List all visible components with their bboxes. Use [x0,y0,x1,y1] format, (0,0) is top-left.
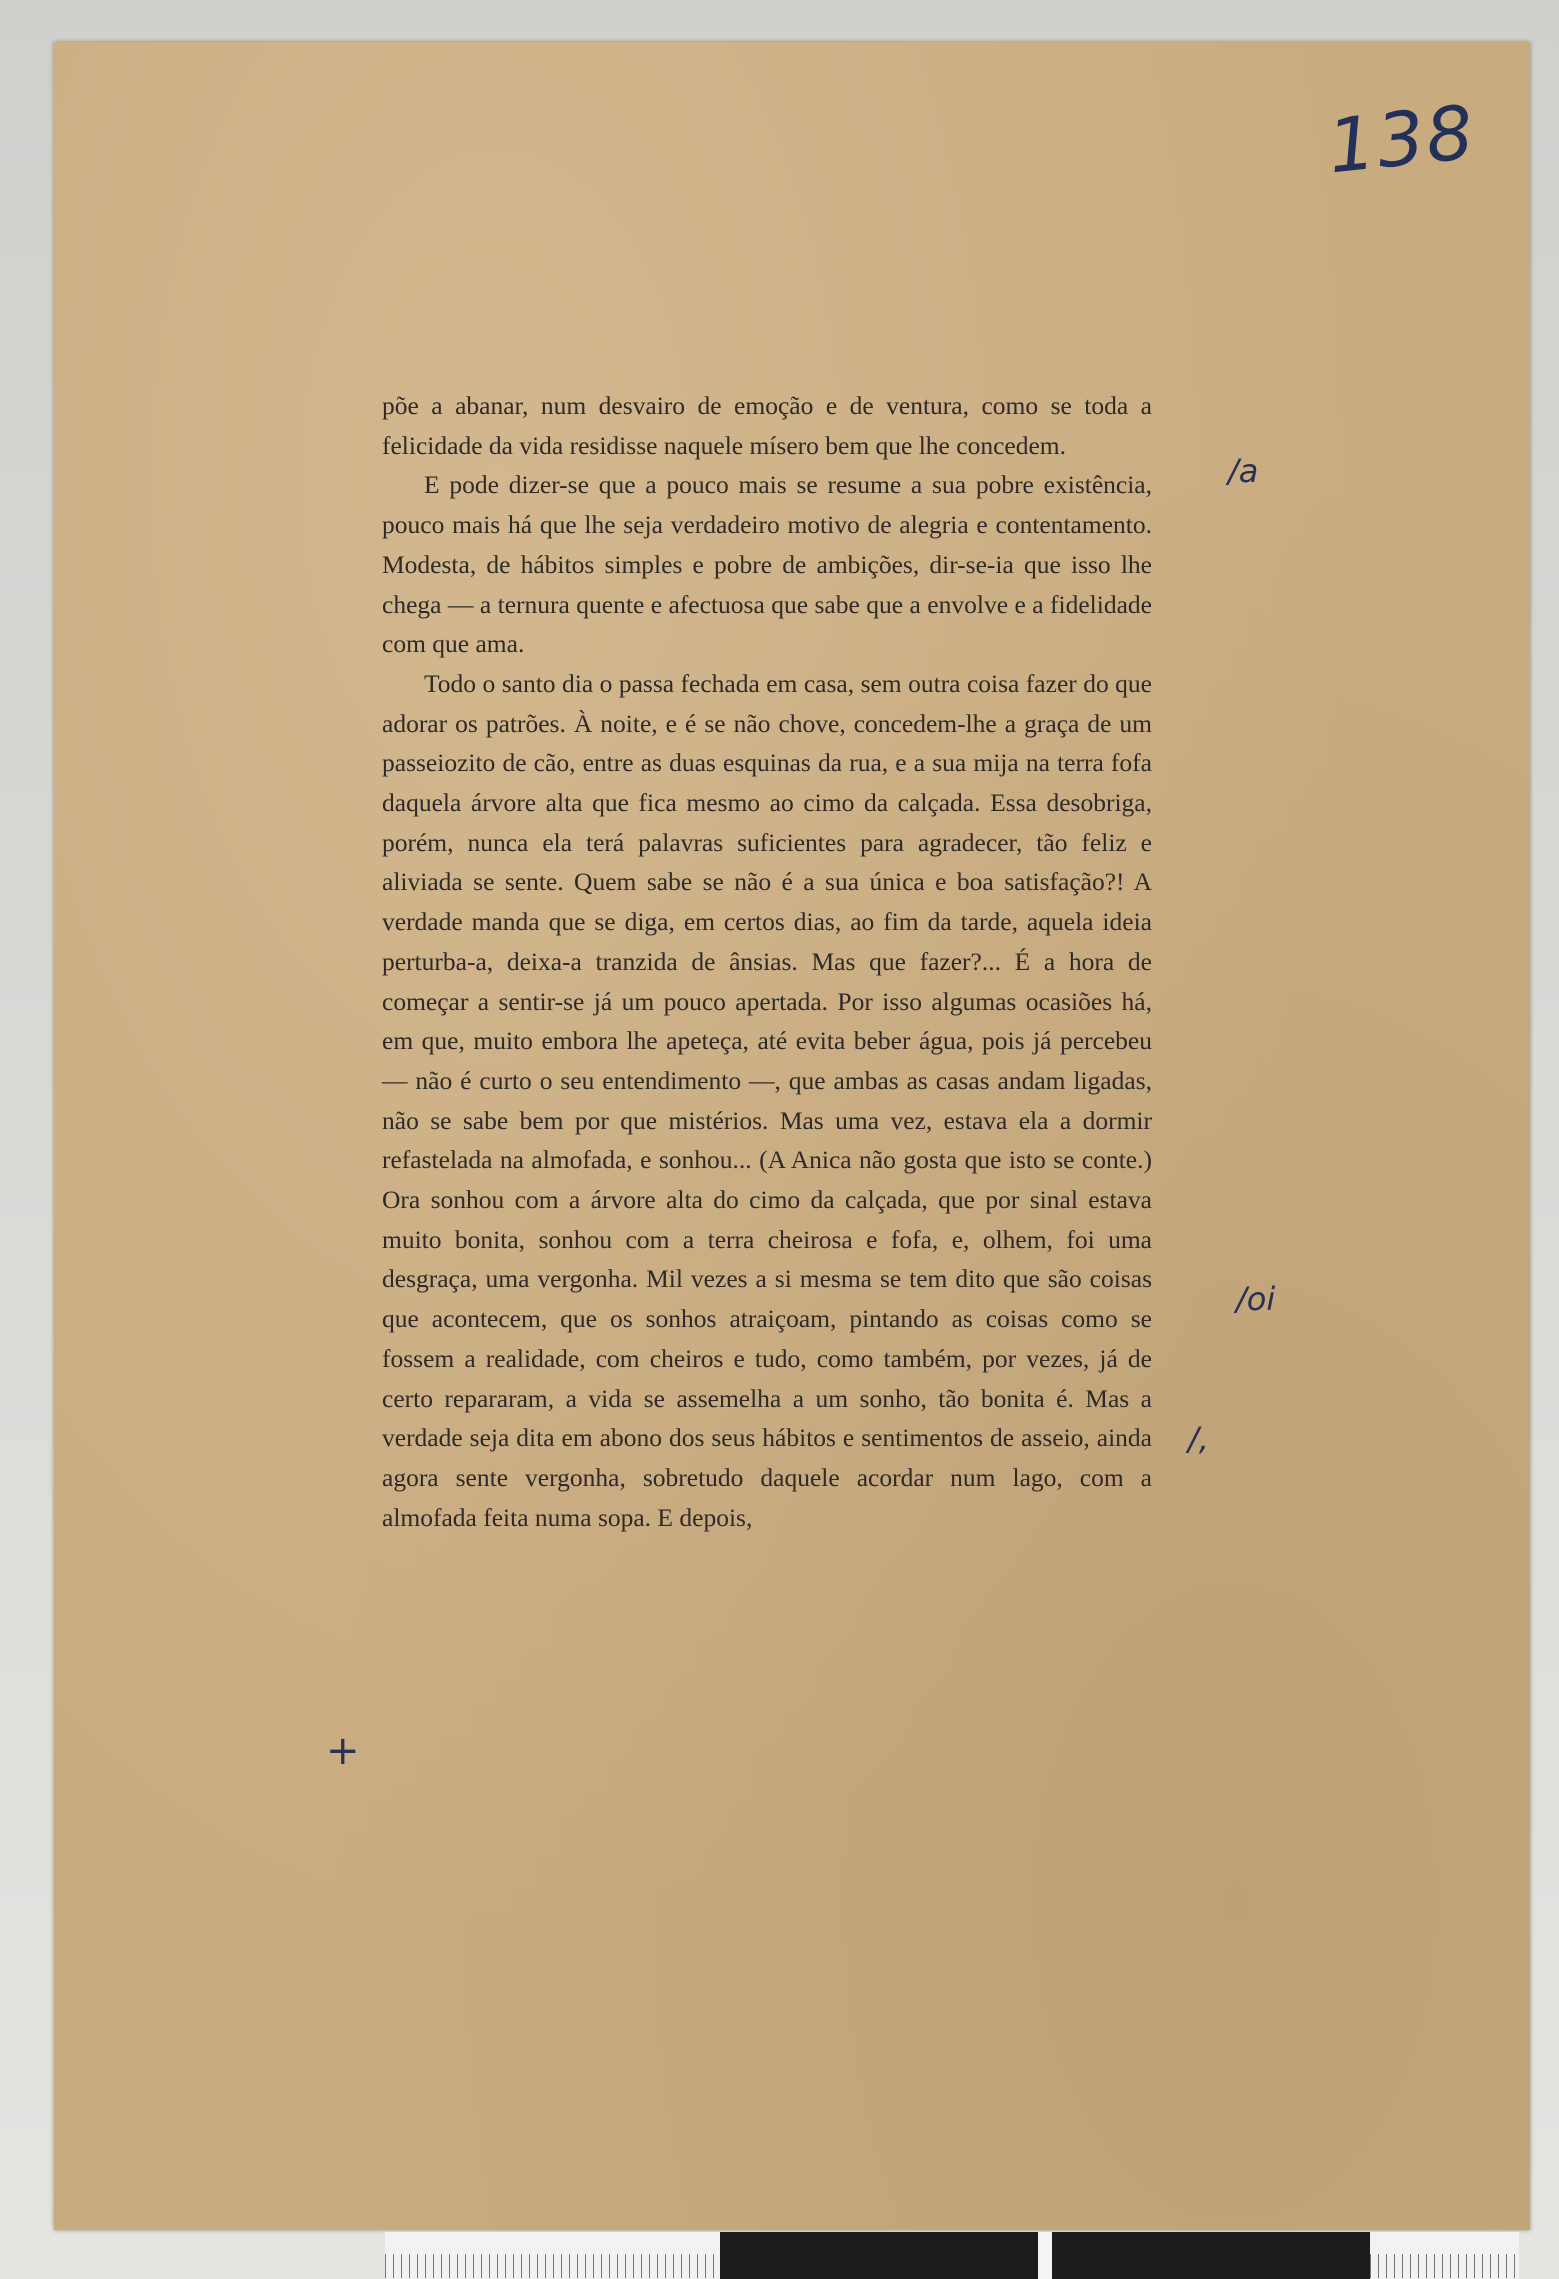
ruler-ticks-left [385,2232,720,2279]
paragraph-3: Todo o santo dia o passa fechada em casa, sem outra coisa fazer do que adorar os patrões. À noite, e é se não chove, concedem-lhe a graça de um passeiozito de cão, entre as duas esquinas da rua, e a sua mija na terra fofa daquela árvore alta que fica mesmo ao cimo da calçada. Essa desobriga, porém, nunca ela terá palavras suficientes para agradecer, tão feliz e aliviada se sente. Quem sabe se não é a sua única e boa satisfação?! A verdade manda que se diga, em certos dias, ao fim da tarde, aquela ideia perturba-a, deixa-a tranzida de ânsias. Mas que fazer?... É a hora de começar a sentir-se já um pouco apertada. Por isso algumas ocasiões há, em que, muito embora lhe apeteça, até evita beber água, pois já percebeu — não é curto o seu entendimento —, que ambas as casas andam ligadas, não se sabe bem por que mistérios. Mas uma vez, estava ela a dormir refastelada na almofada, e sonhou... (A Anica não gosta que isto se conte.) Ora sonhou com a árvore alta do cimo da calçada, que por sinal estava muito bonita, sonhou com a terra cheirosa e fofa, e, olhem, foi uma desgraça, uma vergonha. Mil vezes a si mesma se tem dito que são coisas que acontecem, que os sonhos atraiçoam, pintando as coisas como se fossem a realidade, com cheiros e tudo, como também, por vezes, já de certo repararam, a vida se assemelha a um sonho, tão bonita é. Mas a verdade seja dita em abono dos seus hábitos e sentimentos de asseio, ainda agora sente vergonha, sobretudo daquele acordar num lago, com a almofada feita numa sopa. E depois, [382,668,1152,1532]
margin-note-comma: /, [1188,1420,1209,1458]
body-text [382,386,1152,1537]
scale-ruler [385,2232,1519,2279]
folio-number: 138 [1323,89,1480,191]
ruler-black-block-2 [1052,2232,1370,2279]
margin-note-plus: + [326,1728,360,1774]
paragraph-2: E pode dizer-se que a pouco mais se resume a sua pobre existência, pouco mais há que lhe seja verdadeiro motivo de alegria e contentamento. Modesta, de hábitos simples e pobre de ambições, dir-se-ia que isso lhe chega — a ternura quente e afectuosa que sabe que a envolve e a fidelidade com que ama. [382,470,1152,659]
ruler-ticks-right [1370,2232,1519,2279]
ruler-white-gap [1038,2232,1052,2279]
margin-note-a: /a [1228,452,1259,490]
ruler-black-block-1 [720,2232,1038,2279]
paragraph-1: põe a abanar, num desvairo de emoção e de ventura, como se toda a felicidade da vida residisse naquele mísero bem que lhe concedem. [382,391,1152,460]
margin-note-oi: /oi [1236,1280,1276,1318]
